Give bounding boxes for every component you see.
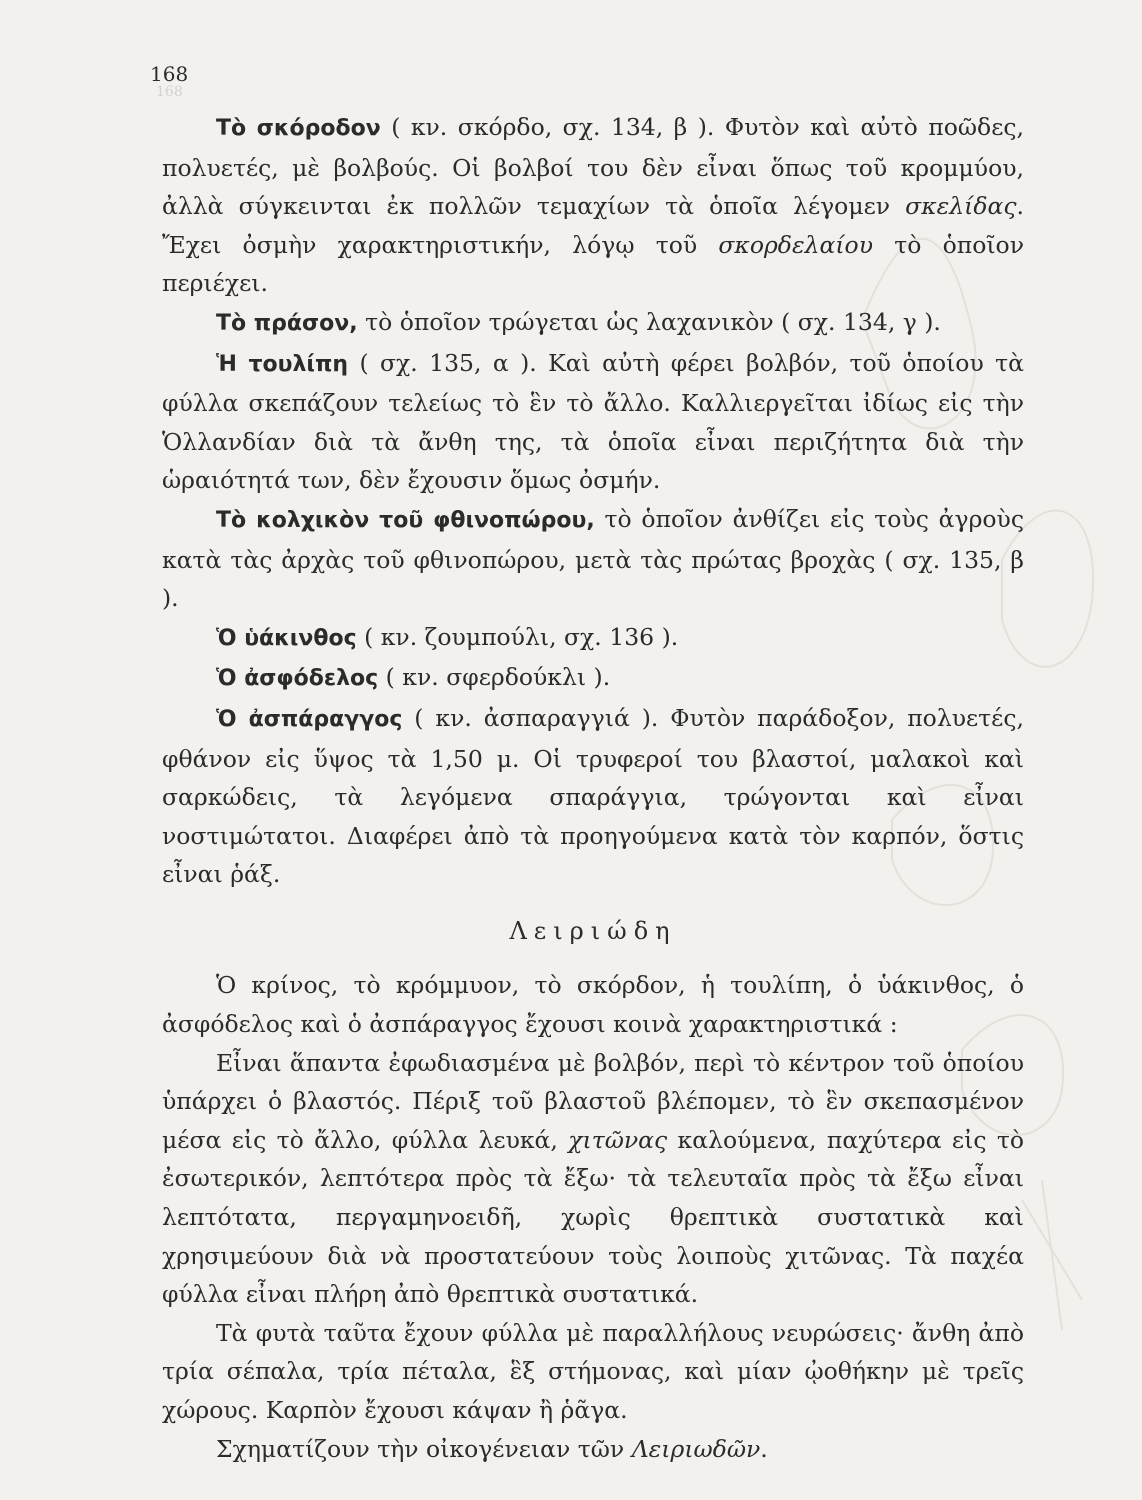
paragraph [162,108,1024,303]
paragraph [162,618,1024,659]
term-italic: σκορδελαίου [718,230,873,259]
text-run: ( κν. ζουμπούλι, σχ. 136 ). [356,622,679,651]
text-run: καλούμενα, παχύτερα εἰς τὸ ἐσωτερικόν, λεπτότερα πρὸς τὰ ἔξω· τὰ τελευταῖα πρὸς τὰ ἔξω εἶναι λεπτότατα, περγαμηνοειδῆ, χωρὶς θρεπτικὰ συστατικὰ καὶ χρησιμεύουν διὰ νὰ προστατεύουν τοὺς λοιποὺς χιτῶνας. Τὰ παχέα φύλλα εἶναι πλήρη ἀπὸ θρεπτικὰ συστατικά. [162,1125,1024,1309]
text-run: Ὁ κρίνος, τὸ κρόμμυον, τὸ σκόρδον, ἡ τουλίπη, ὁ ὑάκινθος, ὁ ἀσφόδελος καὶ ὁ ἀσπάραγγος ἔχουσι κοινὰ χαρακτηριστικά : [162,971,1024,1039]
plant-entries [162,108,1024,894]
text-run: Τὰ φυτὰ ταῦτα ἔχουν φύλλα μὲ παραλλήλους νευρώσεις· ἄνθη ἀπὸ τρία σέπαλα, τρία πέταλα, ἓξ στήμονας, καὶ μίαν ᾠοθήκην μὲ τρεῖς χώρους. Καρπὸν ἔχουσι κάψαν ἢ ῥᾶγα. [162,1318,1024,1424]
section-description [162,966,1024,1468]
term-bold: Τὸ κολχικὸν τοῦ φθινοπώρου, [216,507,595,533]
paragraph [162,1430,1024,1469]
text-run: ( κν. σφερδούκλι ). [378,663,611,692]
text-run: ( κν. ἀσπαραγγιά ). Φυτὸν παράδοξον, πολυετές, φθάνον εἰς ὕψος τὰ 1,50 μ. Οἱ τρυφεροί του βλαστοί, μαλακοὶ καὶ σαρκώδεις, τὰ λεγόμενα σπαράγγια, τρώγονται καὶ εἶναι νοστιμώτατοι. Διαφέρει ἀπὸ τὰ προηγούμενα κατὰ τὸν καρπόν, ὅστις εἶναι ῥάξ. [162,703,1024,889]
term-italic: χιτῶνας [568,1125,668,1154]
term-bold: Τὸ σκόροδον [216,116,381,141]
term-bold: Ὁ ἀσφόδελος [216,666,379,692]
paragraph [162,699,1024,894]
paragraph [162,500,1024,618]
section-heading: Λειριώδη [509,916,677,945]
term-bold: Ἡ τουλίπη [216,351,349,377]
paragraph [162,1314,1024,1430]
term-italic: σκελίδας [905,192,1017,221]
text-run: ( σχ. 135, α ). Καὶ αὐτὴ φέρει βολβόν, τοῦ ὁποίου τὰ φύλλα σκεπάζουν τελείως τὸ ἓν τὸ ἄλλο. Καλλιεργεῖται ἰδίως εἰς τὴν Ὁλλανδίαν διὰ τὰ ἄνθη της, τὰ ὁποῖα εἶναι περιζήτητα διὰ τὴν ὡραιότητά των, δὲν ἔχουσιν ὅμως ὀσμήν. [162,348,1024,495]
text-run: . [760,1434,768,1463]
text-run: Σχηματίζουν τὴν οἰκογένειαν τῶν [216,1434,632,1463]
paragraph [162,966,1024,1043]
show-through-page-number: 168 [156,84,183,100]
text-run: Εἶναι ἅπαντα ἐφωδιασμένα μὲ βολβόν, περὶ τὸ κέντρον τοῦ ὁποίου ὑπάρχει ὁ βλαστός. Πέριξ τοῦ βλαστοῦ βλέπομεν, τὸ ἓν σκεπασμένον μέσα εἰς τὸ ἄλλο, φύλλα λευκά, [162,1048,1024,1154]
text-run: τὸ ὁποῖον τρώγεται ὡς λαχανικὸν ( σχ. 134, γ ). [357,307,941,336]
term-bold: Ὁ ὑάκινθος [216,625,357,651]
paragraph [162,303,1024,344]
term-bold: Ὁ ἀσπάραγγος [216,706,403,732]
body-text [162,108,1024,1468]
text-run: . Ἔχει ὀσμὴν χαρακτηριστικήν, λόγῳ τοῦ [162,192,1024,259]
paragraph [162,1044,1024,1314]
paragraph [162,658,1024,699]
page-number: 168 [150,62,189,86]
term-italic: Λειριωδῶν [631,1434,761,1463]
text-run: ( κν. σκόρδο, σχ. 134, β ). Φυτὸν καὶ αὐτὸ ποῶδες, πολυετές, μὲ βολβούς. Οἱ βολβοί του δὲν εἶναι ὅπως τοῦ κρομμύου, ἀλλὰ σύγκεινται ἐκ πολλῶν τεμαχίων τὰ ὁποῖα λέγομεν [162,113,1025,221]
text-run: τὸ ὁποῖον ἀνθίζει εἰς τοὺς ἀγροὺς κατὰ τὰς ἀρχὰς τοῦ φθινοπώρου, μετὰ τὰς πρώτας βροχὰς ( σχ. 135, β ). [162,504,1024,613]
paragraph [162,344,1024,500]
text-run: τὸ ὁποῖον περιέχει. [162,230,1024,298]
term-bold: Τὸ πράσον, [216,310,358,336]
